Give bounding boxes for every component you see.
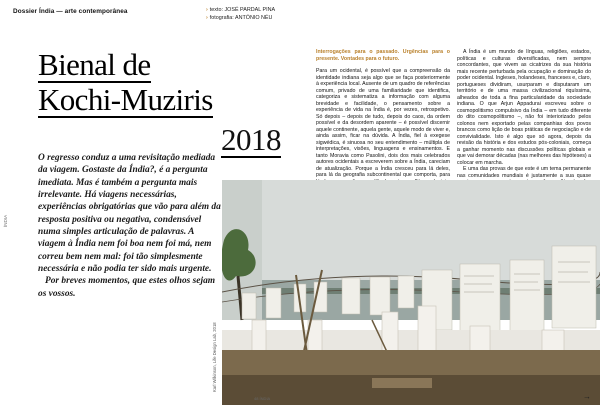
folio: 48 ÍNDIA — [254, 396, 271, 401]
title-line-1: Bienal de — [38, 47, 151, 82]
installation-photo — [222, 180, 600, 405]
photo-credit: fotografia: ANTÓNIO NÉU — [209, 15, 273, 21]
lead-text-2: Por breves momentos, que estes olhos sejam os vossos. — [38, 276, 216, 299]
body-paragraph: A Índia é um mundo de línguas, religiões, estados, políticas e culturas diversificadas, nem sempre concordantes, que vivem as cicatrizes da sua história mais recente perturbada pela ocupação e dominação do poder ocidental. Ingleses, holandeses, franceses e, claro, portugueses dividiram, usurparam e disputaram um território e de uma massa civilizacional riquíssima, alheados de toda a fina particularidade da sociedade indiana. O que Arjun Appadurai escreveu sobre o cosmopolitismo compulsivo da Índia – em tudo diferente do dito cosmopolitismo –, não foi interiorizado pelos colonos nem exportado pelas companhias dos povos brancos como lição de boas práticas de negociação e de convivialidade. Isto é algo que só agora, depois da revisão da história e dos estudos pós-coloniais, começa a ganhar momento nas discussões políticas globais e que vai demorar décadas (nas melhores das hipóteses) a colocar em marcha. — [457, 49, 591, 166]
page-number-left: ÍNDIA — [3, 214, 8, 227]
title-line-2: Kochi-Muziris — [38, 82, 213, 117]
lead-text-1: O regresso conduz a uma revisitação mediada da viagem. Gostaste da Índia?, é a pergunta imediata. Mas é também a pergunta mais irrelevante. Há viagens necessárias, experiências obrigatórias que vão para além da resposta positiva ou negativa, condensável numa simples articulação de palavras. A viagem à Índia nem foi boa nem foi má, nem correu bem nem mal: foi tão simplesmente necessária e não podia ter sido mais urgente. — [38, 153, 221, 275]
photo-illustration — [222, 180, 600, 405]
body-paragraph: Para um ocidental, é possível que a compreensão da identidade indiana seja algo que se faça posteriormente à experiência local. Ausente de um quadro de referências comum, privado de uma familiaridade que identifica, categoriza e sistematiza a informação com alguma brevidade e facilidade, o pensamento sobre a experiência de vida na Índia é, por vezes, retrospetivo. Só depois – depois de tudo, depois do caos, da ordem possível e da desordem aparente – é possível discernir aquele continente, aquela gente, aquele modo de viver e, ainda assim, ficar na dúvida. A Índia, fiel à exegese sigwédica, é sinuosa no seu entendimento – múltipla de interpretações, visões, linguagens e ensinamentos. E tanto Moravia como Pasolini, dois dos mais celebrados autores ocidentais a escreverem sobre a Índia, careciam de atualização. Porque a Índia cresceu para lá deles, para lá da geografia subcontinental que comporta, para — [316, 68, 450, 178]
text-credit: texto: JOSÉ PARDAL PINA — [209, 7, 276, 13]
credits — [206, 6, 275, 22]
photo-caption — [212, 292, 220, 392]
section-header: Dossier Índia — arte contemporânea — [13, 8, 128, 15]
article-title — [38, 49, 288, 118]
arrow-icon: › — [206, 7, 208, 13]
arrow-icon: › — [206, 15, 208, 21]
title-year: 2018 — [221, 122, 281, 157]
next-page-arrow-icon: → — [583, 392, 591, 401]
photo-caption-text: Karl Wilkinson, Life Design Lab, 2018 — [212, 322, 217, 392]
text-credit-row — [206, 6, 275, 14]
body-paragraph: E uma das provas de que este é um tema permanente nas comunidades mundiais é justamente a sua quase — [457, 166, 591, 179]
lead-paragraph — [38, 152, 222, 300]
intro-standfirst: Interrogações para o passado. Urgências para o presente. Vontades para o futuro. — [316, 49, 450, 62]
photo-credit-row — [206, 14, 275, 22]
